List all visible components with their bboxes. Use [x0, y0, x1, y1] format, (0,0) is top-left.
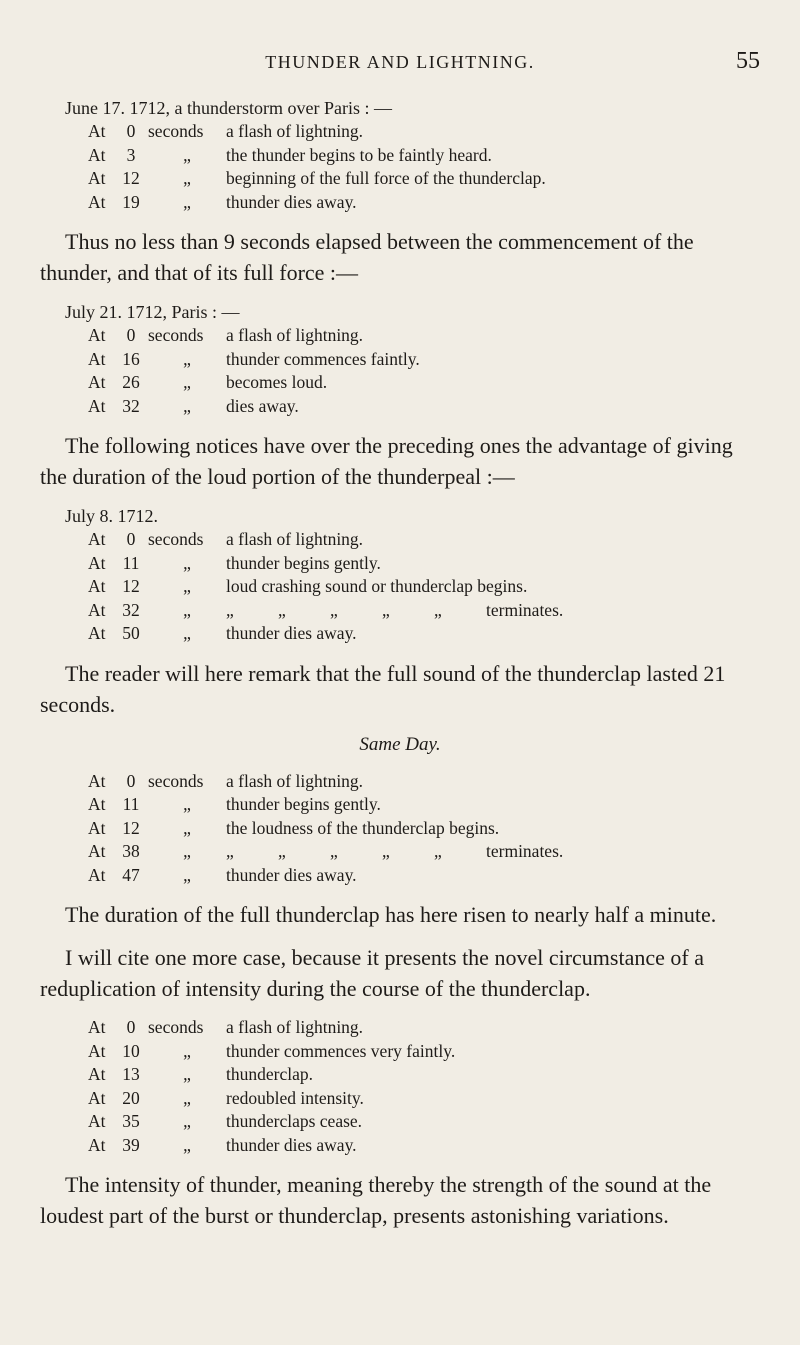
- observation-at: At: [88, 552, 106, 573]
- ditto-mark: „: [434, 599, 442, 620]
- observation-list-same-day: [88, 770, 760, 888]
- observation-description: thunder dies away.: [226, 864, 357, 885]
- observation-list-july-21: [88, 324, 760, 418]
- observation-unit: seconds: [148, 770, 204, 791]
- observation-description: thunder commences very faintly.: [226, 1040, 456, 1061]
- observation-row: [88, 840, 760, 864]
- observation-unit: „: [183, 395, 191, 416]
- observation-unit: „: [183, 576, 191, 596]
- observation-list-redoubled: [88, 1016, 760, 1157]
- observation-seconds-value: 11: [122, 552, 140, 573]
- observation-description: a flash of lightning.: [226, 325, 364, 345]
- running-head: [40, 48, 760, 78]
- observation-description: becomes loud.: [226, 372, 328, 392]
- paragraph-following-notices: The following notices have over the preceding ones the advantage of giving the duration of the loud portion of the thunderpeal :—: [40, 433, 733, 489]
- observation-at: At: [88, 576, 106, 596]
- observation-unit: „: [183, 191, 191, 212]
- ditto-mark: „: [330, 841, 338, 861]
- observation-unit: „: [183, 552, 191, 573]
- observation-row: [88, 1110, 760, 1134]
- ditto-mark: „: [226, 599, 234, 620]
- ditto-mark: „: [226, 841, 234, 861]
- observation-seconds-value: 12: [122, 817, 140, 838]
- ditto-mark: „: [278, 599, 286, 620]
- observation-at: At: [88, 191, 106, 212]
- observation-unit: „: [183, 817, 191, 838]
- observation-description: thunder dies away.: [226, 191, 357, 212]
- observation-at: At: [88, 168, 106, 188]
- observation-seconds-value: 11: [122, 794, 140, 814]
- observation-row: [88, 191, 760, 215]
- observation-unit: „: [183, 599, 191, 620]
- observation-unit: „: [183, 1134, 191, 1155]
- observation-description: terminates.: [486, 599, 564, 620]
- observation-description: thunderclaps cease.: [226, 1111, 363, 1131]
- observation-seconds-value: 38: [122, 841, 140, 861]
- observation-row: [88, 793, 760, 817]
- observation-row: [88, 348, 760, 372]
- observation-row: [88, 167, 760, 191]
- page-content: [40, 96, 760, 1243]
- observation-description: a flash of lightning.: [226, 529, 364, 549]
- observation-seconds-value: 12: [122, 168, 140, 188]
- observation-unit: „: [183, 168, 191, 188]
- observation-unit: „: [183, 1111, 191, 1131]
- observation-unit: „: [183, 1064, 191, 1084]
- paragraph-intensity-variations: The intensity of thunder, meaning thereby the strength of the sound at the loudest part of the burst or thunderclap, presents astonishing variations.: [40, 1172, 712, 1228]
- observation-description: thunder begins gently.: [226, 794, 381, 814]
- observation-description: thunder begins gently.: [226, 552, 381, 573]
- observation-seconds-value: 19: [122, 191, 140, 212]
- observation-at: At: [88, 841, 106, 861]
- observation-description: thunderclap.: [226, 1064, 313, 1084]
- observation-description: a flash of lightning.: [226, 121, 364, 141]
- ditto-mark: „: [330, 599, 338, 620]
- observation-unit: „: [183, 348, 191, 369]
- observation-seconds-value: 0: [126, 770, 136, 791]
- observation-seconds-value: 32: [122, 599, 140, 620]
- observation-row: [88, 324, 760, 348]
- observation-at: At: [88, 1064, 106, 1084]
- observation-description: terminates.: [486, 841, 564, 861]
- observation-seconds-value: 13: [122, 1064, 140, 1084]
- ditto-marks: [226, 599, 486, 623]
- observation-at: At: [88, 144, 106, 165]
- observation-at: At: [88, 1087, 106, 1108]
- record-heading-june-17: June 17. 1712, a thunderstorm over Paris : —: [65, 98, 392, 118]
- observation-at: At: [88, 325, 106, 345]
- observation-unit: „: [183, 372, 191, 392]
- observation-row: [88, 371, 760, 395]
- observation-list-june-17: [88, 120, 760, 214]
- observation-at: At: [88, 121, 106, 141]
- observation-at: At: [88, 770, 106, 791]
- ditto-mark: „: [278, 841, 286, 861]
- observation-row: [88, 1016, 760, 1040]
- ditto-mark: „: [382, 841, 390, 861]
- observation-row: [88, 144, 760, 168]
- observation-row: [88, 528, 760, 552]
- observation-row: [88, 599, 760, 623]
- observation-seconds-value: 3: [126, 144, 136, 165]
- observation-at: At: [88, 529, 106, 549]
- running-title: THUNDER AND LIGHTNING.: [265, 52, 535, 72]
- observation-at: At: [88, 623, 106, 643]
- observation-at: At: [88, 395, 106, 416]
- observation-seconds-value: 32: [122, 395, 140, 416]
- paragraph-twenty-one-seconds: The reader will here remark that the full sound of the thunderclap lasted 21 seconds.: [40, 660, 726, 717]
- observation-description: beginning of the full force of the thunderclap.: [226, 168, 546, 188]
- observation-seconds-value: 0: [126, 325, 136, 345]
- observation-seconds-value: 0: [126, 121, 136, 141]
- observation-list-july-8: [88, 528, 760, 646]
- observation-row: [88, 395, 760, 419]
- observation-row: [88, 120, 760, 144]
- observation-at: At: [88, 599, 106, 620]
- observation-at: At: [88, 348, 106, 369]
- observation-unit: „: [183, 623, 191, 643]
- observation-description: the loudness of the thunderclap begins.: [226, 817, 500, 838]
- observation-description: a flash of lightning.: [226, 770, 364, 791]
- observation-seconds-value: 35: [122, 1111, 140, 1131]
- observation-unit: „: [183, 144, 191, 165]
- page-number: 55: [736, 48, 760, 74]
- observation-description: redoubled intensity.: [226, 1087, 364, 1108]
- observation-at: At: [88, 372, 106, 392]
- observation-unit: „: [183, 864, 191, 885]
- observation-seconds-value: 26: [122, 372, 140, 392]
- observation-unit: „: [183, 841, 191, 861]
- observation-description: the thunder begins to be faintly heard.: [226, 144, 492, 165]
- observation-row: [88, 575, 760, 599]
- observation-seconds-value: 50: [122, 623, 140, 643]
- observation-row: [88, 622, 760, 646]
- observation-at: At: [88, 1040, 106, 1061]
- observation-seconds-value: 47: [122, 864, 140, 885]
- observation-description: dies away.: [226, 395, 299, 416]
- observation-row: [88, 1087, 760, 1111]
- observation-unit: „: [183, 1040, 191, 1061]
- paragraph-nine-seconds: Thus no less than 9 seconds elapsed between the commencement of the thunder, and that of its full force :—: [40, 229, 694, 285]
- observation-unit: seconds: [148, 529, 204, 549]
- observation-row: [88, 770, 760, 794]
- observation-row: [88, 1063, 760, 1087]
- observation-seconds-value: 12: [122, 576, 140, 596]
- ditto-marks: [226, 840, 486, 864]
- observation-unit: „: [183, 794, 191, 814]
- observation-at: At: [88, 864, 106, 885]
- observation-description: a flash of lightning.: [226, 1017, 364, 1037]
- subheading-same-day: Same Day.: [359, 733, 441, 755]
- observation-seconds-value: 0: [126, 1017, 136, 1037]
- paragraph-half-minute: The duration of the full thunderclap has here risen to nearly half a minute.: [65, 902, 717, 927]
- observation-row: [88, 1040, 760, 1064]
- observation-at: At: [88, 817, 106, 838]
- observation-unit: seconds: [148, 325, 204, 345]
- observation-at: At: [88, 1134, 106, 1155]
- record-heading-july-21: July 21. 1712, Paris : —: [65, 302, 240, 322]
- observation-seconds-value: 20: [122, 1087, 140, 1108]
- observation-description: thunder dies away.: [226, 1134, 357, 1155]
- observation-seconds-value: 0: [126, 529, 136, 549]
- observation-row: [88, 817, 760, 841]
- observation-at: At: [88, 1017, 106, 1037]
- observation-unit: seconds: [148, 121, 204, 141]
- observation-row: [88, 1134, 760, 1158]
- ditto-mark: „: [382, 599, 390, 620]
- observation-description: loud crashing sound or thunderclap begins.: [226, 576, 528, 596]
- observation-unit: „: [183, 1087, 191, 1108]
- observation-unit: seconds: [148, 1017, 204, 1037]
- paragraph-reduplication: I will cite one more case, because it presents the novel circumstance of a reduplication of intensity during the course of the thunderclap.: [40, 945, 704, 1001]
- observation-row: [88, 864, 760, 888]
- observation-seconds-value: 39: [122, 1134, 140, 1155]
- record-heading-july-8: July 8. 1712.: [65, 506, 159, 526]
- observation-seconds-value: 10: [122, 1040, 140, 1061]
- observation-description: thunder dies away.: [226, 623, 357, 643]
- observation-description: thunder commences faintly.: [226, 348, 420, 369]
- observation-row: [88, 552, 760, 576]
- observation-seconds-value: 16: [122, 348, 140, 369]
- ditto-mark: „: [434, 841, 442, 861]
- observation-at: At: [88, 794, 106, 814]
- observation-at: At: [88, 1111, 106, 1131]
